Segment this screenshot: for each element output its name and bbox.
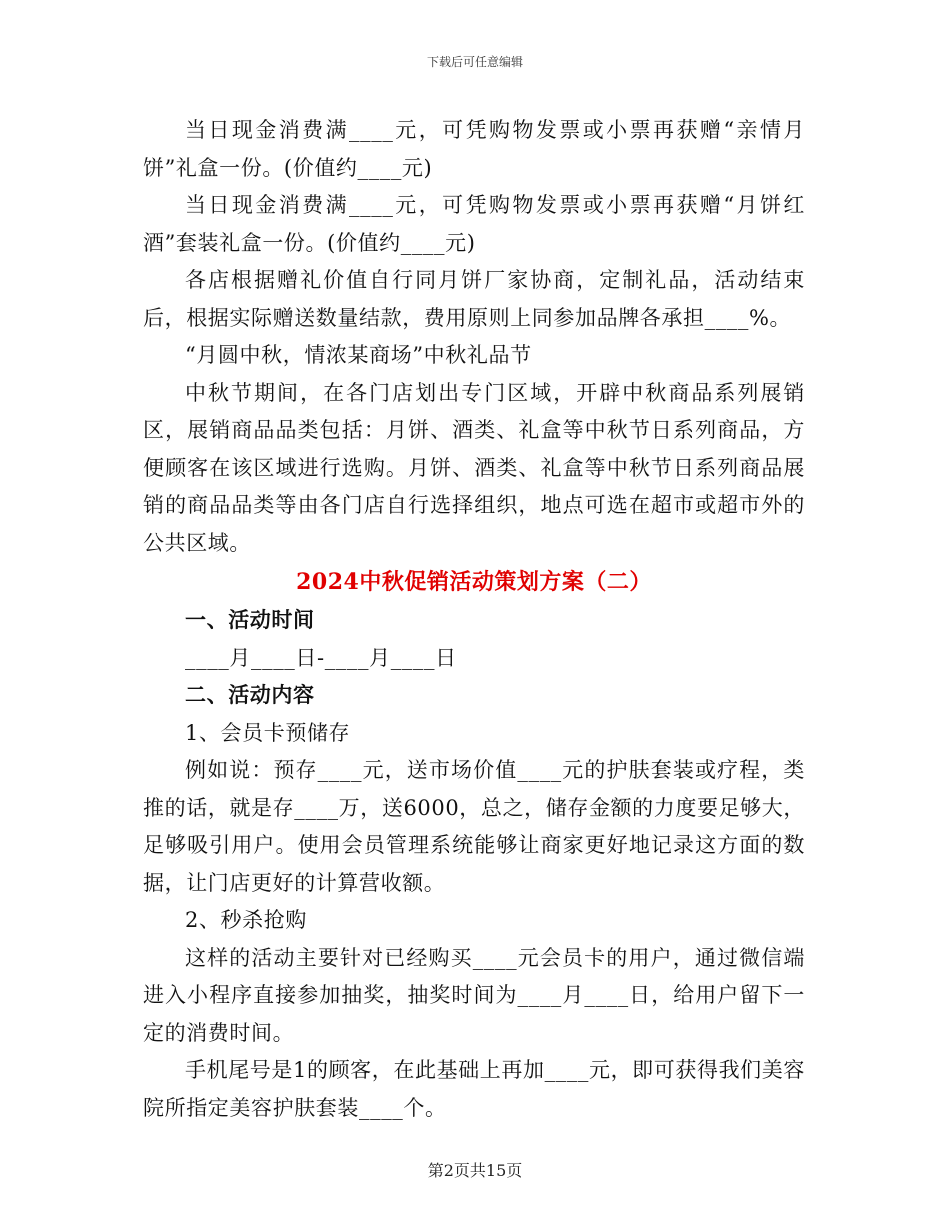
item-title: 1、会员卡预储存	[185, 720, 351, 745]
paragraph: 手机尾号是1的顾客，在此基础上再加____元，即可获得我们美容院所指定美容护肤套装____个。	[143, 1058, 805, 1120]
heading-activity-content: 二、活动内容	[185, 683, 315, 707]
item-title: 2、秒杀抢购	[185, 908, 307, 932]
page-footer: 第2页共15页	[427, 1161, 523, 1180]
paragraph: “月圆中秋，情浓某商场”中秋礼品节	[185, 343, 532, 367]
page-content	[143, 112, 805, 1127]
paragraph: 这样的活动主要针对已经购买____元会员卡的用户，通过微信端进入小程序直接参加抽奖，抽奖时间为____月____日，给用户留下一定的消费时间。	[143, 945, 805, 1045]
section-title: 2024中秋促销活动策划方案（二）	[296, 569, 652, 595]
paragraph: 中秋节期间，在各门店划出专门区域，开辟中秋商品系列展销区，展销商品品类包括：月饼、酒类、礼盒等中秋节日系列商品，方便顾客在该区域进行选购。月饼、酒类、礼盒等中秋节日系列商品展销的商品品类等由各门店自行选择组织，地点可选在超市或超市外的公共区域。	[143, 380, 805, 555]
paragraph: 各店根据赠礼价值自行同月饼厂家协商，定制礼品，活动结束后，根据实际赠送数量结款，费用原则上同参加品牌各承担____%。	[143, 268, 805, 330]
time-line: ____月____日-____月____日	[185, 645, 457, 670]
paragraph: 当日现金消费满____元，可凭购物发票或小票再获赠“亲情月饼”礼盒一份。(价值约____元)	[143, 118, 805, 180]
paragraph: 例如说：预存____元，送市场价值____元的护肤套装或疗程，类推的话，就是存____万，送6000，总之，储存金额的力度要足够大，足够吸引用户。使用会员管理系统能够让商家更好地记录这方面的数据，让门店更好的计算营收额。	[143, 758, 805, 895]
header-note: 下载后可任意编辑	[426, 55, 523, 69]
heading-activity-time: 一、活动时间	[185, 608, 315, 632]
paragraph: 当日现金消费满____元，可凭购物发票或小票再获赠“月饼红酒”套装礼盒一份。(价值约____元)	[143, 193, 805, 255]
